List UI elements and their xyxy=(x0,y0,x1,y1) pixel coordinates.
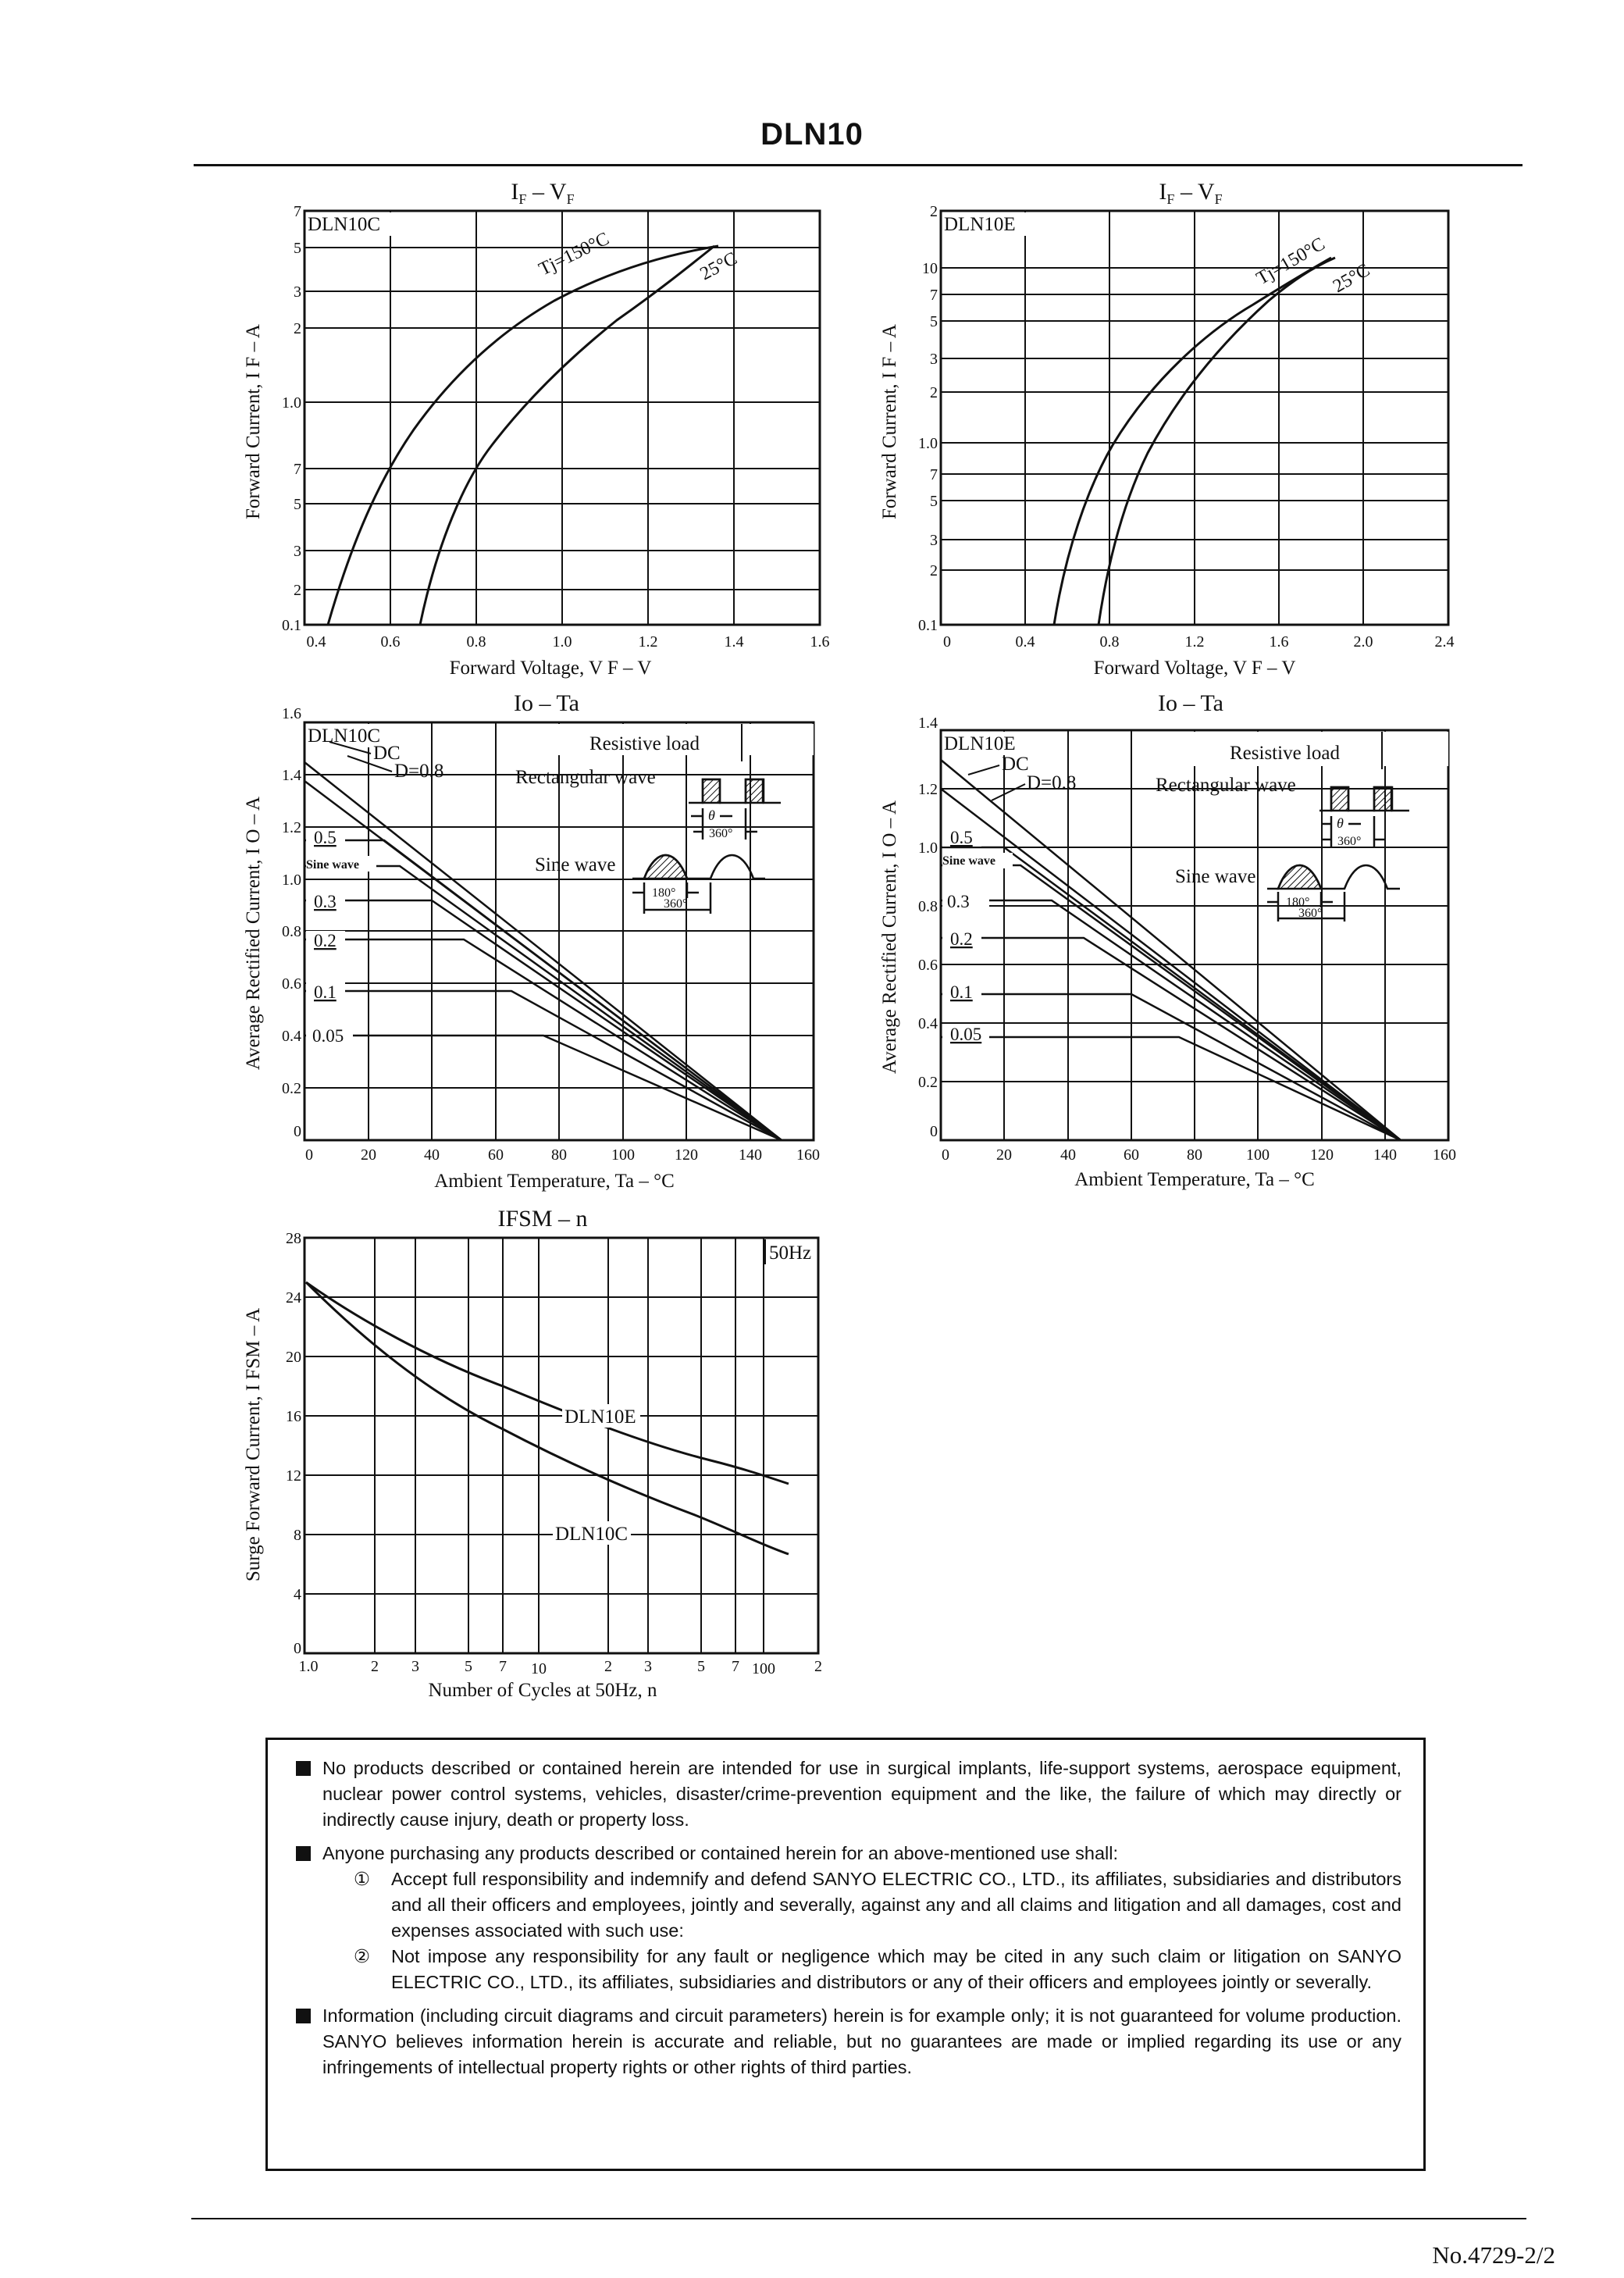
y-tick: 0 xyxy=(294,1123,301,1140)
curve-01 xyxy=(941,994,1401,1140)
curve-label-25c: 25°C xyxy=(1330,259,1373,298)
curve-dln10c xyxy=(306,1282,789,1554)
sine-wave-icon xyxy=(632,855,765,914)
document-number: No.4729-2/2 xyxy=(1432,2241,1555,2269)
y-axis-title: Average Rectified Current, I O – A xyxy=(879,800,900,1075)
y-tick: 0.2 xyxy=(282,1080,301,1097)
y-tick: 8 xyxy=(294,1527,301,1544)
x-axis-labels xyxy=(307,633,830,651)
curve-label-d08: D=0.8 xyxy=(1027,772,1077,793)
device-tag: DLN10E xyxy=(944,733,1016,754)
rect-wave-icon xyxy=(689,779,781,840)
y-tick: 20 xyxy=(286,1349,301,1366)
x-tick: 2 xyxy=(604,1658,612,1675)
legend-180: 180° xyxy=(1286,896,1310,909)
x-tick: 20 xyxy=(361,1146,376,1164)
curve-label-dln10c: DLN10C xyxy=(555,1524,629,1545)
x-axis-labels xyxy=(942,1146,1456,1164)
y-tick: 0.8 xyxy=(282,923,301,940)
y-tick: 0.1 xyxy=(282,617,301,634)
x-axis-labels xyxy=(943,633,1455,651)
x-tick: 7 xyxy=(499,1658,507,1675)
x-axis-labels xyxy=(305,1146,820,1164)
y-axis-title: Average Rectified Current, I O – A xyxy=(243,796,264,1071)
curve-label-d08: D=0.8 xyxy=(394,761,444,782)
x-tick: 5 xyxy=(697,1658,705,1675)
y-tick: 0.2 xyxy=(918,1074,938,1091)
disclaimer-sub-item: ② Not impose any responsibility for any fault or negligence which may be cited in any such claim or litigation on SANYO ELECTRIC CO., LTD., its affiliates, subsidiaries and distributors or any of their officers and employees jointly or severally. xyxy=(354,1946,1401,1992)
x-tick: 1.4 xyxy=(724,633,744,651)
y-tick: 5 xyxy=(930,493,938,510)
x-tick: 60 xyxy=(488,1146,504,1164)
y-tick: 2 xyxy=(294,320,301,337)
legend-sine: Sine wave xyxy=(535,854,616,875)
x-tick: 100 xyxy=(752,1660,775,1677)
curve-label-02: 0.2 xyxy=(314,931,337,950)
y-tick: 7 xyxy=(930,287,938,304)
bullet-square xyxy=(296,1761,311,1776)
curve-label-02: 0.2 xyxy=(950,929,973,949)
legend-360b: 360° xyxy=(664,897,688,911)
y-tick: 5 xyxy=(294,496,301,513)
x-tick: 160 xyxy=(1433,1146,1456,1164)
grid xyxy=(941,211,1448,625)
chart-title: $I_F - V_F$ xyxy=(511,179,575,207)
y-tick: 1.4 xyxy=(282,767,301,784)
y-tick: 0.4 xyxy=(918,1015,938,1032)
curve-01 xyxy=(304,991,782,1140)
disclaimer-box xyxy=(265,1738,1426,2171)
x-tick: 10 xyxy=(531,1660,547,1677)
x-tick: 5 xyxy=(465,1658,472,1675)
device-tag: DLN10C xyxy=(308,725,381,747)
curve-label-dc: DC xyxy=(373,743,401,764)
x-tick: 1.2 xyxy=(1184,633,1205,651)
x-tick: 100 xyxy=(1246,1146,1270,1164)
y-tick: 24 xyxy=(286,1289,301,1307)
y-tick: 0.6 xyxy=(282,975,301,993)
x-tick: 1.6 xyxy=(1269,633,1289,651)
disclaimer-paragraph: Anyone purchasing any products described or contained herein for an above-mentioned use shall: ① Accept full responsibility and indemnify and defend SANYO ELECTRIC CO., LTD., its affiliates, subsidiaries and distributors and all their officers and employees, jointly and severally, against any and all claims and litigation and all damages, cost and expenses associated with such use: ② Not impose any responsibility for any fault or negligence which may be cited in any such claim or litigation on SANYO ELECTRIC CO., LTD., its affiliates, subsidiaries and distributors or any of their officers and employees jointly or severally. xyxy=(296,1841,1401,1995)
y-axis-labels xyxy=(286,1230,301,1657)
x-tick: 120 xyxy=(675,1146,698,1164)
curve-label-dc: DC xyxy=(1002,754,1029,775)
y-tick: 5 xyxy=(930,313,938,330)
legend-load: Resistive load xyxy=(1230,743,1340,764)
x-tick: 1.0 xyxy=(552,633,572,651)
if-vf-chart-dln10e xyxy=(878,176,1472,691)
x-axis-title: Forward Voltage, V F – V xyxy=(449,658,652,679)
y-tick: 0 xyxy=(294,1640,301,1657)
disclaimer-paragraph: Information (including circuit diagrams and circuit parameters) herein is for example only; it is not guaranteed for volume production. SANYO believes information herein is accurate and reliable, but no guarantees are made or implied regarding its use or any infringements of intellectual property rights or other rights of third parties. xyxy=(296,2003,1401,2080)
curve-label-05: 0.5 xyxy=(950,828,973,847)
curve-02 xyxy=(941,938,1401,1140)
legend-load: Resistive load xyxy=(589,733,700,754)
disclaimer-paragraph: No products described or contained herein are intended for use in surgical implants, life-support systems, aerospace equipment, nuclear power control systems, vehicles, disaster/crime-prevention equipment and the like, the failure of which may directly or indirectly cause injury, death or property loss. xyxy=(296,1756,1401,1833)
chart-title: Io – Ta xyxy=(514,690,579,716)
x-tick: 1.2 xyxy=(638,633,658,651)
y-tick: 0 xyxy=(930,1123,938,1140)
curve-label-25c: 25°C xyxy=(696,248,741,285)
x-tick: 160 xyxy=(796,1146,820,1164)
curve-dln10e xyxy=(306,1282,789,1484)
chart-title: IFSM – n xyxy=(497,1206,588,1232)
y-tick: 3 xyxy=(294,283,301,301)
y-tick: 0.8 xyxy=(918,898,938,915)
curve-label-sine: Sine wave xyxy=(306,858,359,872)
curve-label-sine: Sine wave xyxy=(942,854,995,868)
x-tick: 0.6 xyxy=(380,633,401,651)
if-vf-chart-dln10c xyxy=(242,176,835,691)
curve-label-dln10e: DLN10E xyxy=(564,1406,636,1428)
x-tick: 0.8 xyxy=(466,633,486,651)
y-tick: 10 xyxy=(922,260,938,277)
x-tick: 2.0 xyxy=(1353,633,1373,651)
y-axis-labels xyxy=(918,715,938,1140)
x-tick: 1.6 xyxy=(810,633,830,651)
y-tick: 1.6 xyxy=(282,705,301,722)
x-tick: 7 xyxy=(732,1658,739,1675)
y-axis-title: Forward Current, I F – A xyxy=(243,324,264,519)
curve-label-03: 0.3 xyxy=(314,892,337,911)
legend-rect: Rectangular wave xyxy=(515,767,656,788)
x-tick: 60 xyxy=(1124,1146,1139,1164)
x-axis-title: Forward Voltage, V F – V xyxy=(1093,658,1296,679)
legend-theta: θ xyxy=(1337,815,1344,831)
x-axis-title: Ambient Temperature, Ta – °C xyxy=(434,1171,675,1192)
disclaimer-sub-item: ① Accept full responsibility and indemnify and defend SANYO ELECTRIC CO., LTD., its affiliates, subsidiaries and distributors and all their officers and employees, jointly and severally, against any and all claims and litigation and all damages, cost and expenses associated with such use: xyxy=(354,1869,1401,1941)
y-tick: 1.2 xyxy=(918,781,938,798)
x-tick: 0.4 xyxy=(306,633,326,651)
sine-wave-icon xyxy=(1267,865,1400,922)
rect-wave-icon xyxy=(1320,787,1409,847)
curve-label-03: 0.3 xyxy=(947,892,970,911)
curve-label-01: 0.1 xyxy=(950,982,973,1002)
y-axis-labels xyxy=(282,203,301,634)
bullet-square xyxy=(296,2009,311,2023)
curve-label-01: 0.1 xyxy=(314,982,337,1002)
chart-title: Io – Ta xyxy=(1158,690,1223,716)
ifsm-n-chart xyxy=(242,1203,835,1702)
legend-360: 360° xyxy=(709,827,733,840)
y-tick: 1.4 xyxy=(918,715,938,732)
legend-theta: θ xyxy=(708,807,715,823)
y-tick: 3 xyxy=(294,543,301,560)
y-tick: 1.0 xyxy=(918,840,938,857)
legend-360b: 360° xyxy=(1298,907,1323,920)
chart-title: $I_F - V_F$ xyxy=(1159,179,1223,207)
legend-360: 360° xyxy=(1337,835,1362,848)
y-tick: 7 xyxy=(294,203,301,220)
x-tick: 100 xyxy=(611,1146,635,1164)
y-tick: 0.6 xyxy=(918,957,938,974)
y-tick: 2 xyxy=(930,384,938,401)
io-ta-chart-dln10c xyxy=(242,687,835,1203)
x-tick: 3 xyxy=(411,1658,419,1675)
x-tick: 40 xyxy=(424,1146,440,1164)
curve-label-005: 0.05 xyxy=(950,1025,982,1044)
footer-rule xyxy=(191,2218,1526,2219)
page-title: DLN10 xyxy=(760,117,864,152)
x-axis-title: Number of Cycles at 50Hz, n xyxy=(428,1680,657,1701)
legend-rect: Rectangular wave xyxy=(1156,775,1296,796)
legend-180: 180° xyxy=(652,886,676,900)
y-tick: 7 xyxy=(294,461,301,478)
x-tick: 2 xyxy=(814,1658,822,1675)
device-tag: DLN10C xyxy=(308,214,381,235)
curve-label-05: 0.5 xyxy=(314,828,337,847)
curve-label-tj150: Tj=150°C xyxy=(1253,234,1329,290)
y-tick: 2 xyxy=(930,562,938,579)
y-tick: 2 xyxy=(294,582,301,599)
x-axis-labels xyxy=(299,1658,823,1677)
x-tick: 2 xyxy=(371,1658,379,1675)
y-tick: 0.4 xyxy=(282,1028,301,1045)
x-tick: 140 xyxy=(739,1146,762,1164)
x-tick: 0 xyxy=(942,1146,949,1164)
y-tick: 1.2 xyxy=(282,819,301,836)
x-tick: 0.4 xyxy=(1015,633,1035,651)
y-tick: 12 xyxy=(286,1467,301,1485)
y-axis-title: Surge Forward Current, I FSM – A xyxy=(243,1307,264,1582)
y-tick: 3 xyxy=(930,532,938,549)
y-axis-labels xyxy=(918,203,938,634)
grid xyxy=(304,211,820,625)
x-tick: 80 xyxy=(1187,1146,1202,1164)
y-tick: 2 xyxy=(930,203,938,220)
curve-03 xyxy=(941,900,1401,1140)
x-tick: 80 xyxy=(551,1146,567,1164)
grid xyxy=(304,1238,818,1653)
curves xyxy=(328,246,718,625)
curve-label-tj150: Tj=150°C xyxy=(536,228,613,280)
y-tick: 16 xyxy=(286,1408,301,1425)
curve-25c xyxy=(420,246,714,625)
y-tick: 7 xyxy=(930,466,938,483)
x-tick: 1.0 xyxy=(298,1658,319,1675)
x-axis-title: Ambient Temperature, Ta – °C xyxy=(1074,1169,1315,1190)
curve-03 xyxy=(304,900,782,1140)
device-tag: DLN10E xyxy=(944,214,1016,235)
x-tick: 140 xyxy=(1373,1146,1397,1164)
x-tick: 2.4 xyxy=(1434,633,1455,651)
x-tick: 0 xyxy=(943,633,951,651)
y-tick: 1.0 xyxy=(282,872,301,889)
y-axis-labels xyxy=(282,705,301,1140)
y-tick: 28 xyxy=(286,1230,301,1247)
y-tick: 4 xyxy=(294,1586,301,1603)
y-tick: 0.1 xyxy=(918,617,938,634)
curve-tj150 xyxy=(328,246,718,625)
x-tick: 20 xyxy=(996,1146,1012,1164)
x-tick: 40 xyxy=(1060,1146,1076,1164)
x-tick: 0.8 xyxy=(1099,633,1120,651)
frequency-tag: 50Hz xyxy=(769,1242,812,1264)
curve-label-005: 0.05 xyxy=(312,1026,344,1046)
y-tick: 3 xyxy=(930,351,938,368)
x-tick: 0 xyxy=(305,1146,313,1164)
y-axis-title: Forward Current, I F – A xyxy=(879,324,900,519)
header-rule xyxy=(194,164,1522,166)
y-tick: 1.0 xyxy=(282,394,301,412)
x-tick: 120 xyxy=(1310,1146,1334,1164)
y-tick: 5 xyxy=(294,240,301,257)
legend-sine: Sine wave xyxy=(1175,866,1256,887)
x-tick: 3 xyxy=(644,1658,652,1675)
curves xyxy=(306,1282,789,1554)
bullet-square xyxy=(296,1846,311,1861)
io-ta-chart-dln10e xyxy=(878,687,1472,1203)
y-tick: 1.0 xyxy=(918,435,938,452)
